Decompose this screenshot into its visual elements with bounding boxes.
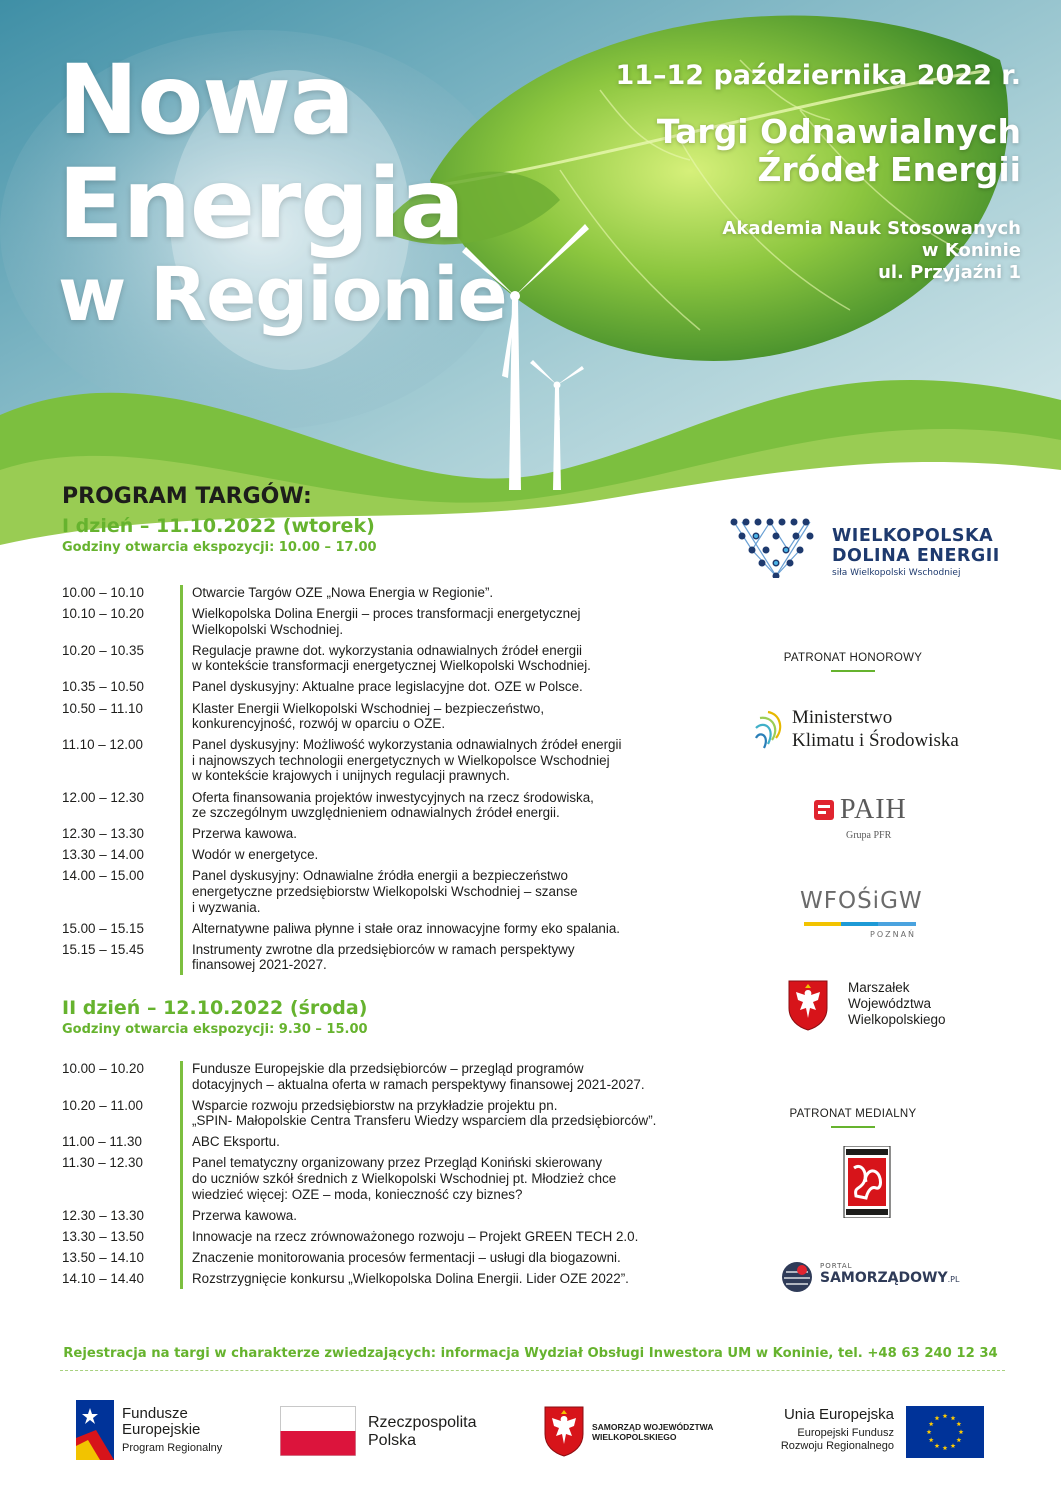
agenda-row (62, 826, 702, 842)
event-date: 11–12 października 2022 r. (615, 60, 1021, 91)
agenda-description: Instrumenty zwrotne dla przedsiębiorców w ramach perspektywy finansowej 2021-2027. (180, 942, 702, 975)
marszalek-logo (786, 978, 986, 1038)
day2-agenda (62, 1061, 702, 1289)
rzeczpospolita-name (368, 1414, 477, 1450)
unia-europejska-logo (764, 1400, 986, 1462)
przeglad-koninski-mark (842, 1146, 892, 1218)
paih-logo (812, 794, 942, 844)
agenda-time: 12.00 – 12.30 (62, 789, 144, 805)
agenda-description: Przerwa kawowa. (180, 1208, 702, 1229)
agenda-description: Panel dyskusyjny: Możliwość wykorzystania odnawialnych źródeł energii i najnowszych technologii energetycznych w Wielkopolsce Wschodniej w kontekście krajowych i unijnych regulacji prawnych. (180, 737, 702, 789)
agenda-description: Panel tematyczny organizowany przez Przegląd Koniński skierowany do uczniów szkół średnich z Wielkopolski Wschodniej pt. Młodzież chce wiedzieć więcej: OZE – moda, konieczność czy biznes? (180, 1155, 702, 1207)
unia-europejska-text (764, 1406, 894, 1453)
eu-flag-icon (906, 1406, 984, 1458)
agenda-time: 11.00 – 11.30 (62, 1134, 142, 1150)
samorzad-eagle-icon (542, 1404, 586, 1458)
agenda-time: 12.30 – 13.30 (62, 1207, 144, 1223)
fundusze-line2: Europejskie (122, 1421, 201, 1438)
agenda-description: Alternatywne paliwa płynne i stałe oraz innowacyjne formy eko spalania. (180, 921, 702, 942)
agenda-description: Innowacje na rzecz zrównoważonego rozwoju – Projekt GREEN TECH 2.0. (180, 1229, 702, 1250)
day1-hours: Godziny otwarcia ekspozycji: 10.00 – 17.00 (62, 540, 377, 555)
agenda-row (62, 701, 702, 732)
portal-domain: .PL (947, 1275, 960, 1284)
agenda-time: 10.50 – 11.10 (62, 700, 143, 716)
agenda-row (62, 1229, 702, 1245)
program-title: PROGRAM TARGÓW: (62, 484, 312, 509)
ue-fund (764, 1427, 894, 1453)
agenda-time: 11.30 – 12.30 (62, 1155, 143, 1171)
day2-hours: Godziny otwarcia ekspozycji: 9.30 – 15.00 (62, 1021, 368, 1037)
samorzad-line1: SAMORZĄD WOJEWÓDZTWA (592, 1422, 714, 1432)
wde-name-line2: DOLINA ENERGII (832, 546, 1000, 566)
agenda-description: Panel dyskusyjny: Odnawialne źródła energii a bezpieczeństwo energetyczne przedsiębiorstw Wielkopolski Wschodniej – szanse i wyzwania. (180, 868, 702, 920)
marszalek-line3: Wielkopolskiego (848, 1012, 946, 1027)
agenda-row (62, 847, 702, 863)
agenda-row (62, 1250, 702, 1266)
eagle-coat-of-arms-icon (786, 978, 830, 1032)
patronat-medialny-label: PATRONAT MEDIALNY (728, 1108, 978, 1128)
agenda-description: Panel dyskusyjny: Aktualne prace legislacyjne dot. OZE w Polsce. (180, 679, 702, 700)
polish-flag-icon (280, 1406, 356, 1456)
agenda-description: Otwarcie Targów OZE „Nowa Energia w Regionie”. (180, 585, 702, 606)
agenda-time: 10.35 – 10.50 (62, 679, 144, 695)
agenda-row (62, 868, 702, 915)
rzeczpospolita-logo (280, 1400, 510, 1462)
ministerstwo-line1: Ministerstwo (792, 707, 893, 728)
venue-address (722, 218, 1021, 284)
agenda-time: 15.15 – 15.45 (62, 941, 144, 957)
wde-name-line1: WIELKOPOLSKA (832, 526, 994, 546)
agenda-row (62, 1208, 702, 1224)
ministerstwo-swirl-icon (750, 708, 786, 752)
paih-sub: Grupa PFR (846, 830, 892, 841)
agenda-time: 10.20 – 11.00 (62, 1097, 143, 1113)
venue-line2: w Koninie (921, 240, 1021, 261)
agenda-row (62, 942, 702, 975)
agenda-row (62, 921, 702, 937)
agenda-description: ABC Eksportu. (180, 1134, 702, 1155)
portal-label-big (820, 1270, 959, 1286)
agenda-time: 13.30 – 13.50 (62, 1228, 144, 1244)
fundusze-name (122, 1406, 200, 1438)
fundusze-sub: Program Regionalny (122, 1442, 223, 1454)
marszalek-name (848, 980, 946, 1028)
agenda-description: Znaczenie monitorowania procesów fermentacji – usługi dla biogazowni. (180, 1250, 702, 1271)
agenda-description: Fundusze Europejskie dla przedsiębiorców – przegląd programów dotacyjnych – aktualna oferta w ramach perspektywy finansowej 2021-2027. (180, 1061, 702, 1098)
wfosigw-color-bar (804, 922, 916, 926)
agenda-description: Wielkopolska Dolina Energii – proces transformacji energetycznej Wielkopolski Wschodniej. (180, 606, 702, 643)
agenda-description: Oferta finansowania projektów inwestycyjnych na rzecz środowiska, ze szczególnym uwzględnieniem odnawialnych źródeł energii. (180, 790, 702, 827)
agenda-time: 10.10 – 10.20 (62, 606, 144, 622)
day1-title: I dzień – 11.10.2022 (wtorek) (62, 515, 375, 537)
wfosigw-logo (800, 888, 940, 938)
agenda-description: Regulacje prawne dot. wykorzystania odnawialnych źródeł energii w kontekście transformacji energetycznej Wielkopolski Wschodniej. (180, 643, 702, 680)
marszalek-line2: Województwa (848, 996, 932, 1011)
rzeczpospolita-line1: Rzeczpospolita (368, 1414, 477, 1431)
portal-name: SAMORZĄDOWY (820, 1270, 948, 1286)
header-banner (0, 0, 1061, 560)
fair-name-line1: Targi Odnawialnych (656, 112, 1021, 151)
agenda-row (62, 585, 702, 601)
agenda-time: 10.00 – 10.20 (62, 1060, 144, 1076)
ministerstwo-name (792, 706, 959, 752)
agenda-description: Przerwa kawowa. (180, 826, 702, 847)
event-title-line2: Energia (58, 148, 464, 260)
wde-network-icon (728, 516, 824, 578)
agenda-time: 10.20 – 10.35 (62, 642, 144, 658)
agenda-description: Rozstrzygnięcie konkursu „Wielkopolska Dolina Energii. Lider OZE 2022”. (180, 1271, 702, 1289)
marszalek-line1: Marszałek (848, 980, 910, 995)
samorzad-name (592, 1422, 713, 1442)
wde-tagline: siła Wielkopolski Wschodniej (832, 568, 961, 578)
agenda-row (62, 679, 702, 695)
paih-name: PAIH (840, 794, 907, 825)
fundusze-europejskie-logo (76, 1400, 246, 1462)
samorzad-wojewodztwa-logo (542, 1400, 732, 1462)
agenda-description: Wodór w energetyce. (180, 847, 702, 868)
ue-title: Unia Europejska (783, 1406, 894, 1423)
wfosigw-name: WFOŚiGW (800, 888, 923, 914)
agenda-row (62, 737, 702, 784)
portal-samorzadowy-logo (780, 1260, 960, 1296)
agenda-row (62, 606, 702, 637)
ministerstwo-line2: Klimatu i Środowiska (792, 730, 959, 751)
agenda-row (62, 1271, 702, 1289)
patronat-honorowy-label: PATRONAT HONOROWY (728, 652, 978, 672)
agenda-row (62, 1155, 702, 1202)
ue-fund-line2: Rozwoju Regionalnego (780, 1440, 894, 1452)
event-title-line1: Nowa (58, 44, 354, 156)
agenda-time: 11.10 – 12.00 (62, 737, 143, 753)
agenda-time: 13.30 – 14.00 (62, 847, 144, 863)
agenda-row (62, 790, 702, 821)
agenda-time: 15.00 – 15.15 (62, 920, 144, 936)
rzeczpospolita-line2: Polska (368, 1432, 417, 1449)
day1-block (62, 515, 702, 975)
funding-logos (0, 1400, 1061, 1462)
venue-line3: ul. Przyjaźni 1 (878, 262, 1021, 283)
day2-block (62, 997, 702, 1289)
wfosigw-city: POZNAŃ (870, 930, 917, 939)
venue-line1: Akademia Nauk Stosowanych (722, 218, 1021, 239)
event-title-line3: w Regionie (58, 252, 507, 338)
agenda-time: 14.10 – 14.40 (62, 1271, 144, 1286)
agenda-row (62, 1134, 702, 1150)
portal-globe-icon (780, 1260, 814, 1294)
agenda-row (62, 643, 702, 674)
agenda-row (62, 1061, 702, 1092)
agenda-time: 13.50 – 14.10 (62, 1249, 144, 1265)
day1-agenda (62, 585, 702, 975)
fair-name-line2: Źródeł Energii (757, 150, 1021, 189)
fundusze-europejskie-icon (76, 1400, 114, 1460)
wielkopolska-dolina-energii-logo (728, 510, 1028, 580)
samorzad-line2: WIELKOPOLSKIEGO (592, 1432, 677, 1442)
przeglad-koninski-logo (842, 1146, 892, 1218)
program-section (62, 484, 702, 1294)
day2-title: II dzień – 12.10.2022 (środa) (62, 996, 368, 1019)
agenda-time: 12.30 – 13.30 (62, 826, 144, 842)
footer-divider (60, 1370, 1005, 1371)
registration-info: Rejestracja na targi w charakterze zwiedzających: informacja Wydział Obsługi Inwestora UM w Koninie, tel. +48 63 240 12 34 (63, 1346, 998, 1361)
fundusze-line1: Fundusze (122, 1405, 188, 1422)
ministerstwo-klimatu-logo (750, 706, 1010, 756)
ue-fund-line1: Europejski Fundusz (797, 1427, 894, 1439)
agenda-row (62, 1098, 702, 1129)
agenda-time: 10.00 – 10.10 (62, 585, 144, 600)
portal-label-small: PORTAL (820, 1262, 853, 1270)
paih-mark-icon (812, 798, 836, 822)
wde-name (832, 526, 1000, 566)
agenda-description: Wsparcie rozwoju przedsiębiorstw na przykładzie projektu pn. „SPIN- Małopolskie Centra Transferu Wiedzy wsparciem dla przedsiębiorców”. (180, 1098, 702, 1135)
agenda-description: Klaster Energii Wielkopolski Wschodniej – bezpieczeństwo, konkurencyjność, rozwój w oparciu o OZE. (180, 701, 702, 738)
agenda-time: 14.00 – 15.00 (62, 868, 144, 884)
